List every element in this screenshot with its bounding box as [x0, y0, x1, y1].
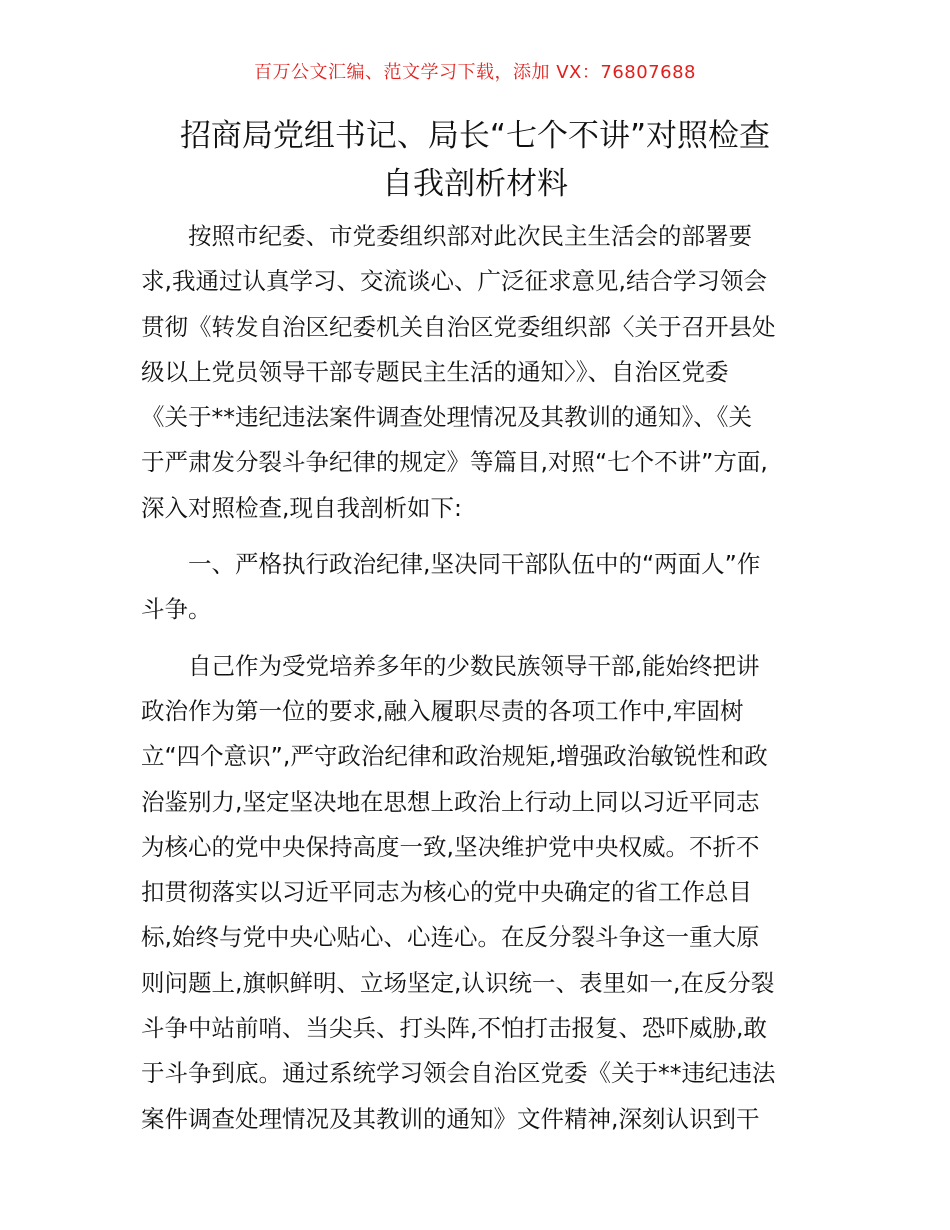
document-body — [141, 214, 811, 1142]
text-line: 扣贯彻落实以习近平同志为核心的党中央确定的省工作总目 — [141, 878, 752, 907]
text-line: 为核心的党中央保持高度一致,坚决维护党中央权威。不折不 — [141, 832, 760, 861]
section-heading-1 — [141, 542, 811, 633]
text-line: 标,始终与党中央心贴心、心连心。在反分裂斗争这一重大原 — [141, 923, 760, 952]
text-line: 一、严格执行政治纪律,坚决同干部队伍中的“两面人”作 — [141, 550, 761, 579]
header-watermark-note: 百万公文汇编、范文学习下载，添加 VX：76807688 — [254, 62, 696, 83]
text-line: 斗争。 — [141, 595, 212, 624]
text-line: 于斗争到底。通过系统学习领会自治区党委《关于**违纪违法 — [141, 1059, 776, 1088]
text-line: 立“四个意识”,严守政治纪律和政治规矩,增强政治敏锐性和政 — [141, 742, 768, 771]
title-line-1: 招商局党组书记、局长“七个不讲”对照检查 — [179, 118, 771, 154]
paragraph-spacer — [141, 531, 811, 542]
text-line: 贯彻《转发自治区纪委机关自治区党委组织部〈关于召开县处 — [141, 312, 776, 341]
paragraph-section-1-body — [141, 644, 811, 1142]
text-line: 则问题上,旗帜鲜明、立场坚定,认识统一、表里如一,在反分裂 — [141, 968, 775, 997]
text-line: 《关于**违纪违法案件调查处理情况及其教训的通知》、《关 — [141, 403, 752, 432]
paragraph-spacer — [141, 633, 811, 644]
paragraph-intro — [141, 214, 811, 531]
text-line: 按照市纪委、市党委组织部对此次民主生活会的部署要 — [141, 222, 752, 250]
text-line: 求,我通过认真学习、交流谈心、广泛征求意见,结合学习领会 — [141, 267, 767, 296]
title-line-2: 自我剖析材料 — [382, 166, 568, 202]
document-title — [130, 112, 820, 208]
text-line: 治鉴别力,坚定坚决地在思想上政治上行动上同以习近平同志 — [141, 787, 760, 816]
text-line: 深入对照检查,现自我剖析如下: — [141, 493, 462, 522]
text-line: 级以上党员领导干部专题民主生活的通知〉》、自治区党委 — [141, 357, 729, 386]
text-line: 自己作为受党培养多年的少数民族领导干部,能始终把讲 — [141, 651, 760, 680]
text-line: 案件调查处理情况及其教训的通知》文件精神,深刻认识到干 — [141, 1104, 760, 1133]
text-line: 斗争中站前哨、当尖兵、打头阵,不怕打击报复、恐吓威胁,敢 — [141, 1014, 767, 1043]
text-line: 于严肃发分裂斗争纪律的规定》等篇目,对照“七个不讲”方面, — [141, 448, 768, 477]
text-line: 政治作为第一位的要求,融入履职尽责的各项工作中,牢固树 — [141, 696, 744, 725]
